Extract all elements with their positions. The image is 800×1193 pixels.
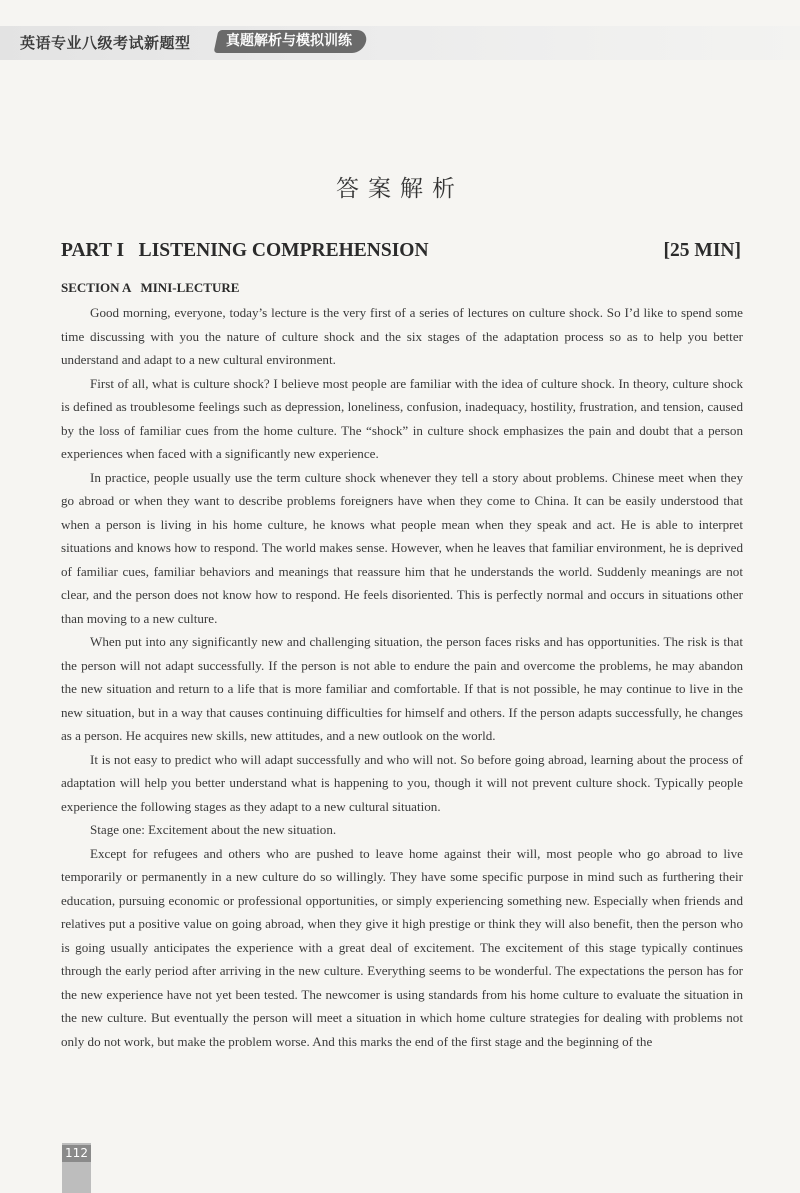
paragraph: Except for refugees and others who are pushed to leave home against their will, most people who go abroad to live temporarily or permanently in a new culture do so willingly. They have some specific purpose in mind such as furthering their education, pursuing economic or professional opportunities, or simply experiencing something new. Especially when friends and relatives put a positive value on going abroad, when they give it high prestige or think they will also benefit, then the person who is going usually anticipates the experience with a great deal of excitement. The excitement of this stage typically continues through the early period after arriving in the new culture. Everything seems to be wonderful. The expectations the person has for the new experience have not yet been tested. The newcomer is using standards from his home culture to evaluate the situation in the new culture. But eventually the person will meet a situation in which home culture strategies for dealing with problems not only do not work, but make the problem worse. And this marks the end of the first stage and the beginning of the (61, 845, 743, 1049)
page-number: 112 (62, 1145, 91, 1162)
series-subtitle-tab (214, 30, 369, 53)
part-label: PART I LISTENING COMPREHENSION (61, 240, 429, 261)
series-title: 英语专业八级考试新题型 (20, 34, 191, 52)
paragraph: First of all, what is culture shock? I believe most people are familiar with the idea of culture shock. In theory, culture shock is defined as troublesome feelings such as depression, loneliness, confusion, inadequacy, hostility, frustration, and tension, caused by the loss of familiar cues from the home culture. The “shock” in culture shock emphasizes the pain and doubt that a person experiences when faced with a significantly new experience. (61, 375, 743, 461)
section-heading: SECTION A MINI-LECTURE (61, 280, 240, 295)
page-title: 答案解析 (336, 176, 464, 202)
paragraph: Stage one: Excitement about the new situation. (90, 822, 337, 837)
series-subtitle: 真题解析与模拟训练 (226, 33, 352, 49)
part-time: [25 MIN] (663, 240, 741, 261)
paragraph: Good morning, everyone, today’s lecture is the very first of a series of lectures on culture shock. So I’d like to spend some time discussing with you the nature of culture shock and the six stages of the adaptation process so as to help you better understand and adapt to a new cultural environment. (61, 305, 743, 367)
body-text (61, 301, 743, 1053)
paragraph: It is not easy to predict who will adapt successfully and who will not. So before going abroad, learning about the process of adaptation will help you better understand what is happening to you, though it will not prevent culture shock. Typically people experience the following stages as they adapt to a new cultural situation. (61, 751, 743, 814)
part-heading (61, 240, 741, 262)
page-number-tab (62, 1143, 91, 1193)
paragraph: In practice, people usually use the term culture shock whenever they tell a story about problems. Chinese meet when they go abroad or when they want to describe problems foreigners have when they come to China. It can be easily understood that when a person is living in his home culture, he knows what people mean when they speak and act. He is able to interpret situations and knows how to respond. The world makes sense. However, when he leaves that familiar environment, he is deprived of familiar cues, familiar behaviors and meanings that reassure him that he understands the world. Suddenly meanings are not clear, and the person does not know how to respond. He feels disoriented. This is perfectly normal and occurs in situations other than moving to a new culture. (61, 469, 743, 626)
paragraph: When put into any significantly new and challenging situation, the person faces risks and has opportunities. The risk is that the person will not adapt successfully. If the person is not able to endure the pain and overcome the problems, he may abandon the new situation and return to a life that is more familiar and comfortable. If that is not possible, he may continue to live in the new situation, but in a way that causes continuing difficulties for himself and others. If the person adapts successfully, he changes as a person. He acquires new skills, new attitudes, and a new outlook on the world. (61, 634, 743, 743)
